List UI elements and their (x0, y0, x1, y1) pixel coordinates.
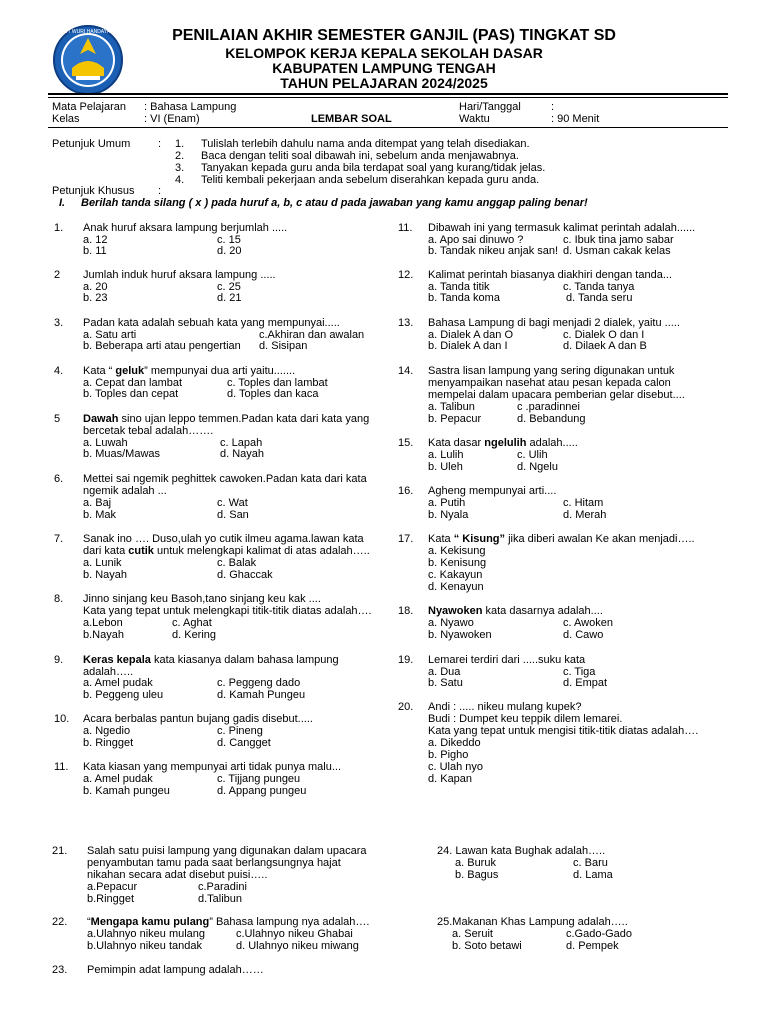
option-b: b. 23 (83, 292, 108, 304)
option-a: a. Satu arti (83, 329, 137, 341)
option-c: c. Toples dan lambat (227, 377, 328, 389)
question-text: Kata “ geluk” mempunyai dua arti yaitu....... (83, 365, 296, 377)
option-d: d. Usman cakak kelas (563, 245, 671, 257)
option-b: b. Pigho (428, 749, 469, 761)
question-number: 4. (54, 365, 64, 377)
question-text: Bahasa Lampung di bagi menjadi 2 dialek, yaitu ..... (428, 317, 680, 329)
question-number: 19. (398, 654, 414, 666)
option-b: b. Pepacur (428, 413, 482, 425)
option-a: a. Ngedio (83, 725, 131, 737)
option-a: a. Putih (428, 497, 466, 509)
question-text: Andi : ..... nikeu mulang kupek? (428, 701, 582, 713)
option-c: c .paradinnei (517, 401, 580, 413)
option-a: a. Cepat dan lambat (83, 377, 183, 389)
option-b: b. Kenisung (428, 557, 487, 569)
option-a: a. 20 (83, 281, 108, 293)
option-c: c. Wat (217, 497, 248, 509)
petunjuk-item: Tulislah terlebih dahulu nama anda ditempat yang telah disediakan. (201, 138, 530, 150)
option-a: a.Lebon (83, 617, 123, 629)
question-number: 18. (398, 605, 414, 617)
option-a: a. Talibun (428, 401, 475, 413)
question-text: “Mengapa kamu pulang” Bahasa lampung nya adalah…. (87, 916, 370, 928)
option-a: a. Tanda titik (428, 281, 490, 293)
option-d: d. Cawo (563, 629, 604, 641)
question-number: 11. (398, 222, 413, 234)
question-text: Acara berbalas pantun bujang gadis disebut..... (83, 713, 313, 725)
question-number: 5 (54, 413, 61, 425)
header-rule-thin (48, 97, 728, 98)
option-d: d. Cangget (217, 737, 271, 749)
option-a: a. Buruk (455, 857, 496, 869)
option-b: b.Nayah (83, 629, 124, 641)
header-line-4: TAHUN PELAJARAN 2024/2025 (280, 75, 488, 91)
kelas-label: Kelas (52, 113, 80, 125)
option-b: b. Uleh (428, 461, 463, 473)
option-d: d. San (217, 509, 249, 521)
option-b: b. Toples dan cepat (83, 388, 179, 400)
question-number: 6. (54, 473, 64, 485)
option-d: d. Dilaek A dan B (563, 340, 647, 352)
header-line-3: KABUPATEN LAMPUNG TENGAH (272, 60, 496, 76)
question-number: 17. (398, 533, 414, 545)
petunjuk-num: 4. (175, 174, 185, 186)
mapel-value: : Bahasa Lampung (144, 101, 237, 113)
option-c: c. Ulah nyo (428, 761, 484, 773)
option-c: c. Tijjang pungeu (217, 773, 301, 785)
question-number: 15. (398, 437, 414, 449)
option-d: d. Tanda seru (566, 292, 633, 304)
option-a: a.Pepacur (87, 881, 138, 893)
kelas-value: : VI (Enam) (144, 113, 200, 125)
option-c: c.Akhiran dan awalan (259, 329, 365, 341)
question-text: Kata “ Kisung” jika diberi awalan Ke akan menjadi….. (428, 533, 695, 545)
question-number: 23. (52, 964, 68, 976)
question-number: 16. (398, 485, 414, 497)
question-text-line2: menyampaikan nasehat atau pesan kepada calon (428, 377, 671, 389)
option-b: b. Mak (83, 509, 117, 521)
option-c: c. 15 (217, 234, 241, 246)
option-a: a. Kekisung (428, 545, 486, 557)
question-text-line3: Kata yang tepat untuk mengisi titik-titik diatas adalah…. (428, 725, 699, 737)
option-b: b. Bagus (455, 869, 499, 881)
question-number: 10. (54, 713, 70, 725)
question-text: Dawah sino ujan leppo temmen.Padan kata dari kata yang (83, 413, 370, 425)
option-a: a. Seruit (452, 928, 493, 940)
option-d: d. Empat (563, 677, 608, 689)
question-text: Jinno sinjang keu Basoh,tano sinjang keu kak .... (83, 593, 321, 605)
option-c: c.Gado-Gado (566, 928, 633, 940)
option-a: a. Dua (428, 666, 461, 678)
question-number: 9. (54, 654, 64, 666)
option-d: d. Toples dan kaca (227, 388, 319, 400)
question-text-line3: mempelai dalam upacara pemberian gelar disebut.... (428, 389, 685, 401)
hari-value: : (551, 101, 555, 113)
petunjuk-khusus-colon: : (158, 185, 162, 197)
option-c: c. Balak (217, 557, 257, 569)
instruction-text: Berilah tanda silang ( x ) pada huruf a, b, c atau d pada jawaban yang kamu anggap paling benar! (81, 197, 588, 209)
question-number: 8. (54, 593, 64, 605)
option-b: b. Beberapa arti atau pengertian (83, 340, 241, 352)
option-b: b. Nyala (428, 509, 469, 521)
waktu-label: Waktu (459, 113, 490, 125)
info-rule (48, 127, 728, 128)
option-c: c. Aghat (172, 617, 212, 629)
option-b: b. Dialek A dan I (428, 340, 508, 352)
question-text: Kata dasar ngelulih adalah..... (428, 437, 578, 449)
option-a: a.Ulahnyo nikeu mulang (87, 928, 206, 940)
question-text: Dibawah ini yang termasuk kalimat perintah adalah...... (428, 222, 696, 234)
petunjuk-khusus-label: Petunjuk Khusus (52, 185, 135, 197)
petunjuk-umum-label: Petunjuk Umum (52, 138, 131, 150)
question-text-line3: nikahan secara adat disebut puisi….. (87, 869, 268, 881)
option-b: b. Nayah (83, 569, 128, 581)
option-b: b.Ulahnyo nikeu tandak (87, 940, 202, 952)
question-text: Kalimat perintah biasanya diakhiri dengan tanda... (428, 269, 672, 281)
question-number: 7. (54, 533, 64, 545)
option-d: d. Kapan (428, 773, 473, 785)
option-c: c. Lapah (220, 437, 263, 449)
option-d: d. Merah (563, 509, 607, 521)
header-rule-thick (48, 93, 728, 95)
petunjuk-num: 1. (175, 138, 185, 150)
question-text-line2: bercetak tebal adalah……. (83, 425, 214, 437)
petunjuk-num: 3. (175, 162, 185, 174)
exam-title: PENILAIAN AKHIR SEMESTER GANJIL (PAS) TINGKAT SD (172, 27, 616, 44)
svg-text:TUT WURI HANDAYANI: TUT WURI HANDAYANI (60, 29, 116, 35)
question-text: Keras kepala kata kiasanya dalam bahasa lampung (83, 654, 339, 666)
option-d: d. Kamah Pungeu (217, 689, 306, 701)
question-number: 11. (54, 761, 69, 773)
petunjuk-num: 2. (175, 150, 185, 162)
option-d: d. Kering (172, 629, 217, 641)
option-d: d. 21 (217, 292, 242, 304)
option-c: c. Dialek O dan I (563, 329, 645, 341)
option-d: d. Kenayun (428, 581, 484, 593)
question-text-line2: adalah….. (83, 666, 134, 678)
option-a: a. Amel pudak (83, 773, 153, 785)
option-c: c. Baru (573, 857, 608, 869)
question-number: 14. (398, 365, 414, 377)
question-number: 12. (398, 269, 414, 281)
option-b: b. Tandak nikeu anjak san! (428, 245, 559, 257)
option-d: d. 20 (217, 245, 242, 257)
question-text: Padan kata adalah sebuah kata yang mempunyai..... (83, 317, 340, 329)
option-d: d. Ngelu (517, 461, 558, 473)
option-c: c. 25 (217, 281, 241, 293)
option-c: c.Ulahnyo nikeu Ghabai (236, 928, 353, 940)
option-d: d. Pempek (566, 940, 619, 952)
question-number: 20. (398, 701, 414, 713)
question-text: Sastra lisan lampung yang sering digunakan untuk (428, 365, 675, 377)
petunjuk-item: Teliti kembali pekerjaan anda sebelum diserahkan kepada guru anda. (201, 174, 540, 186)
question-text: Salah satu puisi lampung yang digunakan dalam upacara (87, 845, 367, 857)
mapel-label: Mata Pelajaran (52, 101, 126, 113)
question-number: 22. (52, 916, 68, 928)
option-b: b. Tanda koma (428, 292, 500, 304)
question-text: Lemarei terdiri dari .....suku kata (428, 654, 586, 666)
option-b: b. Nyawoken (428, 629, 492, 641)
petunjuk-item: Tanyakan kepada guru anda bila terdapat soal yang kurang/tidak jelas. (201, 162, 546, 174)
option-c: c. Awoken (563, 617, 613, 629)
question-text-line2: dari kata cutik untuk melengkapi kalimat di atas adalah….. (83, 545, 370, 557)
option-b: b. Peggeng uleu (83, 689, 164, 701)
option-a: a. Apo sai dinuwo ? (428, 234, 524, 246)
option-c: c. Pineng (217, 725, 263, 737)
option-d: d. Nayah (220, 448, 265, 460)
section-roman: I. (59, 197, 66, 209)
question-text: Jumlah induk huruf aksara lampung ..... (83, 269, 276, 281)
question-number: 1. (54, 222, 64, 234)
petunjuk-umum-colon: : (158, 138, 162, 150)
option-d: d. Ghaccak (217, 569, 273, 581)
option-b: b. Satu (428, 677, 463, 689)
question-number: 3. (54, 317, 64, 329)
waktu-value: : 90 Menit (551, 113, 600, 125)
option-a: a. Amel pudak (83, 677, 153, 689)
option-b: b. Ringget (83, 737, 134, 749)
option-d: d. Appang pungeu (217, 785, 307, 797)
option-c: c. Ulih (517, 449, 548, 461)
question-text: Anak huruf aksara lampung berjumlah ..... (83, 222, 288, 234)
question-text: Agheng mempunyai arti.... (428, 485, 557, 497)
option-c: c. Tiga (563, 666, 596, 678)
option-c: c.Paradini (198, 881, 247, 893)
option-a: a. 12 (83, 234, 108, 246)
hari-label: Hari/Tanggal (459, 101, 521, 113)
option-b: b.Ringget (87, 893, 135, 905)
option-a: a. Baj (83, 497, 112, 509)
question-text: Sanak ino …. Duso,ulah yo cutik ilmeu agama.lawan kata (83, 533, 364, 545)
option-b: b. Muas/Mawas (83, 448, 161, 460)
option-b: b. Kamah pungeu (83, 785, 170, 797)
option-d: d. Ulahnyo nikeu miwang (236, 940, 359, 952)
question-text: Nyawoken kata dasarnya adalah.... (428, 605, 603, 617)
option-c: c. Tanda tanya (563, 281, 635, 293)
question-text: Pemimpin adat lampung adalah…… (87, 964, 264, 976)
question-text-line2: Budi : Dumpet keu teppik dilem lemarei. (428, 713, 623, 725)
option-d: d. Lama (573, 869, 613, 881)
option-a: a. Lunik (83, 557, 122, 569)
option-a: a. Dialek A dan O (428, 329, 513, 341)
question-number: 2 (54, 269, 61, 281)
option-d: d. Sisipan (259, 340, 308, 352)
option-d: d.Talibun (198, 893, 243, 905)
question-text: 25.Makanan Khas Lampung adalah….. (437, 916, 628, 928)
petunjuk-item: Baca dengan teliti soal dibawah ini, sebelum anda menjawabnya. (201, 150, 519, 162)
question-number: 13. (398, 317, 414, 329)
option-c: c. Hitam (563, 497, 604, 509)
lembar-soal-label: LEMBAR SOAL (311, 113, 392, 125)
option-b: b. 11 (83, 245, 107, 257)
option-c: c. Kakayun (428, 569, 483, 581)
option-b: b. Soto betawi (452, 940, 522, 952)
question-text-line2: penyambutan tamu pada saat berlangsungnya hajat (87, 857, 341, 869)
option-c: c. Ibuk tina jamo sabar (563, 234, 674, 246)
option-a: a. Luwah (83, 437, 128, 449)
option-a: a. Lulih (428, 449, 464, 461)
question-text-line2: ngemik adalah ... (83, 485, 167, 497)
question-text: 24. Lawan kata Bughak adalah….. (437, 845, 606, 857)
option-c: c. Peggeng dado (217, 677, 301, 689)
header-line-2: KELOMPOK KERJA KEPALA SEKOLAH DASAR (225, 45, 543, 61)
question-number: 21. (52, 845, 68, 857)
question-text: Mettei sai ngemik peghittek cawoken.Padan kata dari kata (83, 473, 367, 485)
question-text: Kata kiasan yang mempunyai arti tidak punya malu... (83, 761, 342, 773)
option-a: a. Dikeddo (428, 737, 481, 749)
question-text-line2: Kata yang tepat untuk melengkapi titik-titik diatas adalah…. (83, 605, 372, 617)
option-a: a. Nyawo (428, 617, 474, 629)
option-d: d. Bebandung (517, 413, 586, 425)
